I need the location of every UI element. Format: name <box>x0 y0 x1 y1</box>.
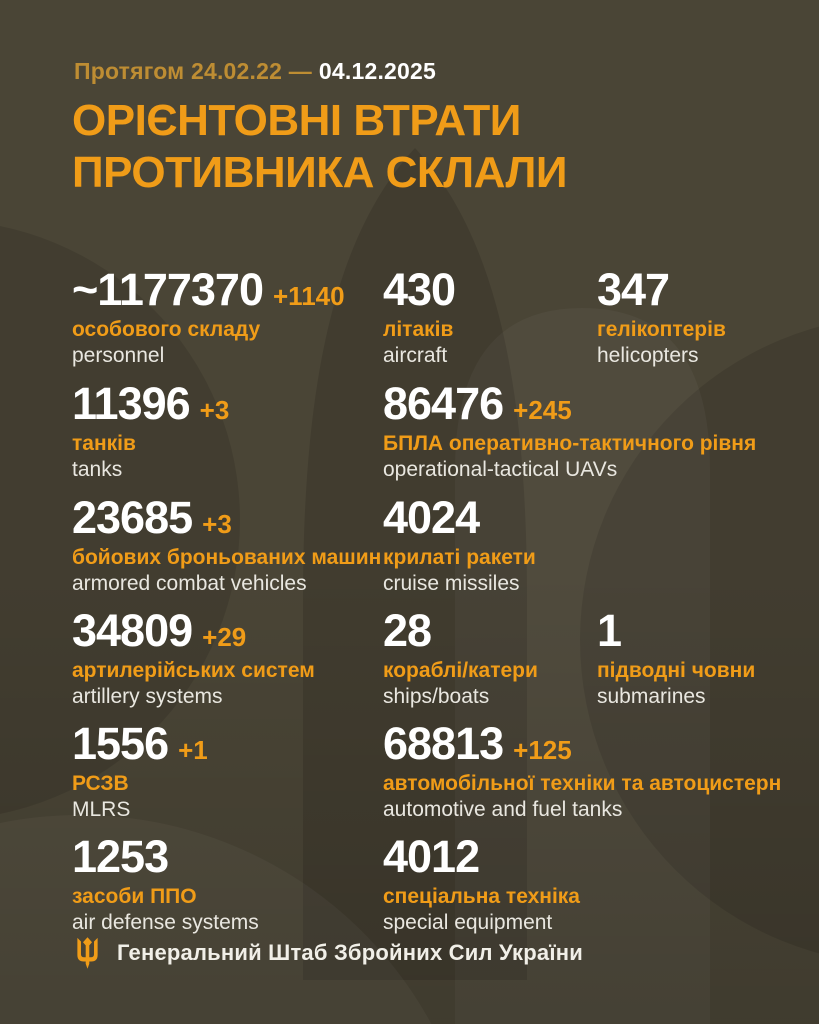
stat-artillery-systems <box>72 607 315 709</box>
date-current: 04.12.2025 <box>318 58 437 84</box>
stat-label-ua: гелікоптерів <box>597 318 726 342</box>
stat-automotive <box>383 720 781 822</box>
stat-label-ua: артилерійських систем <box>72 659 315 683</box>
stat-personnel <box>72 266 345 368</box>
stat-value-row <box>383 607 538 654</box>
stat-uavs <box>383 380 756 482</box>
stat-value: 68813 <box>383 718 504 769</box>
stat-label-en: tanks <box>72 457 123 481</box>
stat-delta: +1140 <box>272 281 345 311</box>
date-range-start: Протягом 24.02.22 — <box>74 58 312 84</box>
stat-value: 430 <box>383 264 456 315</box>
stat-label-en: helicopters <box>597 343 699 367</box>
stat-value: 86476 <box>383 378 504 429</box>
stat-value-row <box>72 720 208 767</box>
organization-name: Генеральний Штаб Збройних Сил України <box>117 940 583 965</box>
stat-label-ua: автомобільної техніки та автоцистерн <box>383 772 782 796</box>
stat-label-ua: РСЗВ <box>72 772 129 796</box>
stat-value-row <box>597 607 755 654</box>
stat-value: 23685 <box>72 492 193 543</box>
stat-value: 34809 <box>72 605 193 656</box>
stat-value: 347 <box>597 264 670 315</box>
stat-delta: +245 <box>513 395 572 425</box>
stat-value: 11396 <box>72 378 190 429</box>
page-title <box>72 95 567 199</box>
stat-value-row <box>383 266 455 313</box>
stat-label-en: submarines <box>597 684 706 708</box>
stat-label-ua: підводні човни <box>597 659 756 683</box>
stat-mlrs <box>72 720 208 822</box>
stat-special-equipment <box>383 833 580 935</box>
stat-value: 1253 <box>72 831 169 882</box>
stat-label-en: ships/boats <box>383 684 490 708</box>
stat-label-ua: танків <box>72 432 136 456</box>
stat-value-row <box>383 494 536 541</box>
stat-value-row <box>597 266 726 313</box>
stat-label-en: MLRS <box>72 797 131 821</box>
stat-label-ua: літаків <box>383 318 454 342</box>
stat-value: 28 <box>383 605 432 656</box>
stat-value-row <box>383 833 580 880</box>
stat-label-en: special equipment <box>383 910 553 934</box>
stat-label-en: automotive and fuel tanks <box>383 797 623 821</box>
stat-value-row <box>72 494 381 541</box>
page-title-line2: ПРОТИВНИКА СКЛАЛИ <box>72 147 567 197</box>
stat-label-ua: БПЛА оперативно-тактичного рівня <box>383 432 757 456</box>
stat-value-row <box>383 380 756 427</box>
stat-value: 1556 <box>72 718 169 769</box>
stat-label-en: air defense systems <box>72 910 259 934</box>
stat-delta: +125 <box>513 735 572 765</box>
stat-submarines <box>597 607 755 709</box>
stat-label-en: personnel <box>72 343 165 367</box>
stat-tanks <box>72 380 229 482</box>
stat-label-en: cruise missiles <box>383 571 520 595</box>
stat-aircraft <box>383 266 455 368</box>
stat-delta: +3 <box>202 509 232 539</box>
stat-label-en: armored combat vehicles <box>72 571 307 595</box>
stat-label-en: aircraft <box>383 343 448 367</box>
stat-value: 4012 <box>383 831 480 882</box>
stat-delta: +29 <box>202 622 247 652</box>
stat-label-ua: кораблі/катери <box>383 659 538 683</box>
stat-value-row <box>72 266 345 313</box>
stat-value-row <box>72 380 229 427</box>
stat-value-row <box>72 833 259 880</box>
stat-label-en: artillery systems <box>72 684 223 708</box>
stat-label-ua: крилаті ракети <box>383 546 536 570</box>
footer <box>74 936 583 970</box>
stat-label-en: operational-tactical UAVs <box>383 457 618 481</box>
stat-cruise-missiles <box>383 494 536 596</box>
page-title-line1: ОРІЄНТОВНІ ВТРАТИ <box>72 96 521 145</box>
stat-label-ua: спеціальна техніка <box>383 885 580 909</box>
stat-helicopters <box>597 266 726 368</box>
stat-label-ua: засоби ППО <box>72 885 197 909</box>
date-line <box>74 58 436 86</box>
stat-value: 4024 <box>383 492 480 543</box>
trident-icon <box>74 936 101 970</box>
stat-value: 1 <box>597 605 622 656</box>
stat-value: ~1177370 <box>72 264 263 315</box>
stat-label-ua: бойових броньованих машин <box>72 546 382 570</box>
stat-label-ua: особового складу <box>72 318 261 342</box>
stat-value-row <box>72 607 315 654</box>
stat-ships-boats <box>383 607 538 709</box>
stat-value-row <box>383 720 781 767</box>
stat-delta: +3 <box>199 395 230 425</box>
stat-air-defense <box>72 833 259 935</box>
stat-armored-combat-vehicles <box>72 494 381 596</box>
stat-delta: +1 <box>178 735 208 765</box>
